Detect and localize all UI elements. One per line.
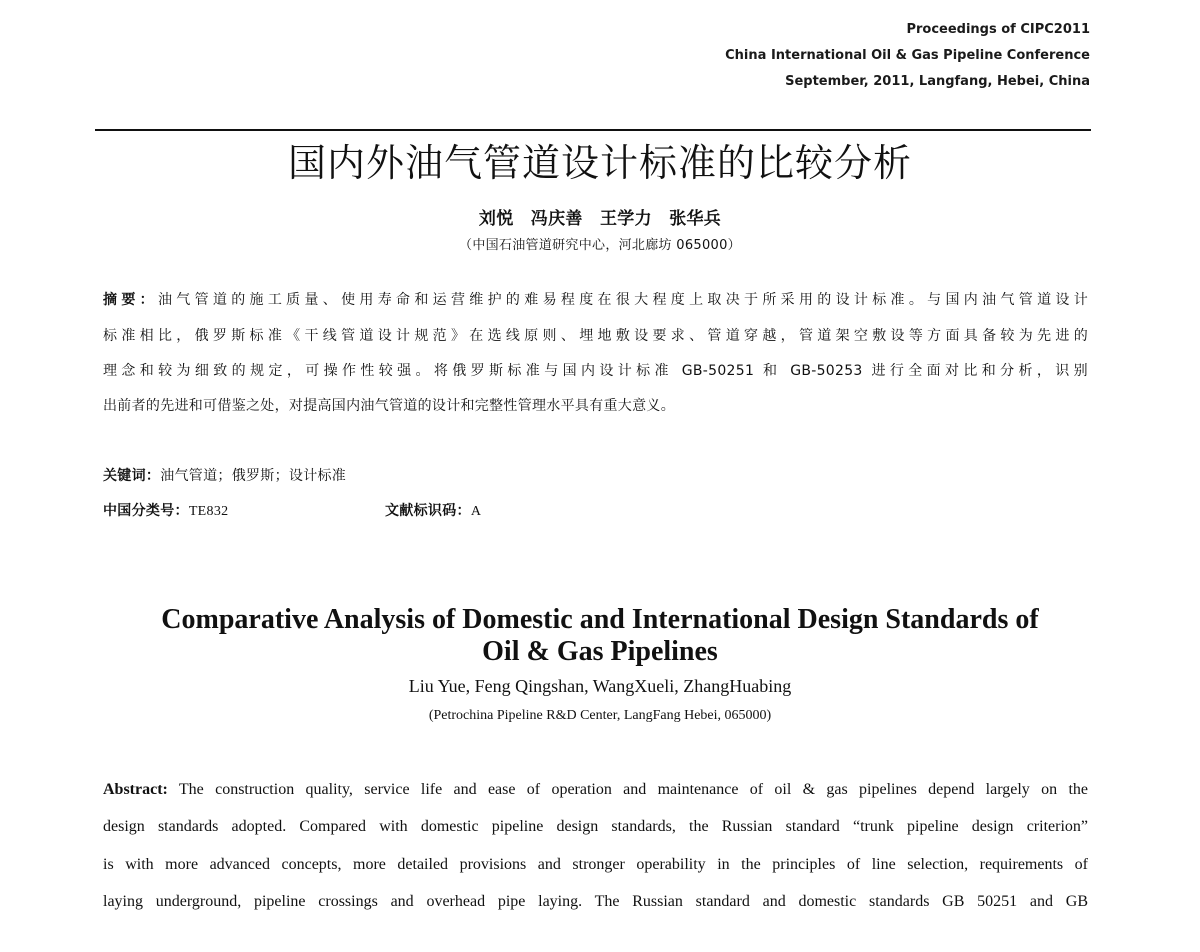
en-authors: Liu Yue, Feng Qingshan, WangXueli, ZhangHuabing xyxy=(408,676,792,696)
en-affiliation: (Petrochina Pipeline R&D Center, LangFang Hebei, 065000) xyxy=(428,708,772,723)
conference-name: China International Oil & Gas Pipeline Conference xyxy=(725,48,1090,63)
cn-abstract-line: 出前者的先进和可借鉴之处，对提高国内油气管道的设计和完整性管理水平具有重大意义。 xyxy=(103,398,675,414)
en-abstract-label: Abstract: xyxy=(103,781,168,798)
header-rule xyxy=(95,129,1091,131)
cn-title: 国内外油气管道设计标准的比较分析 xyxy=(287,141,912,185)
cn-keywords: 关键词：油气管道；俄罗斯；设计标准 xyxy=(103,468,347,484)
en-abstract-line: Abstract: The construction quality, service life and ease of operation and maintenance of oil & gas pipelines depend largely on the xyxy=(103,781,1088,798)
cn-abstract-line: 标准相比，俄罗斯标准《干线管道设计规范》在选线原则、埋地敷设要求、管道穿越，管道架空敷设等方面具备较为先进的 xyxy=(103,328,1088,344)
en-abstract-line: laying underground, pipeline crossings and overhead pipe laying. The Russian standard and domestic standards GB 50251 and GB xyxy=(103,893,1088,910)
cn-classification: 中国分类号：TE832 xyxy=(103,503,229,519)
cn-abstract-line: 摘要：油气管道的施工质量、使用寿命和运营维护的难易程度在很大程度上取决于所采用的设计标准。与国内油气管道设计 xyxy=(103,292,1089,308)
en-abstract-line: is with more advanced concepts, more detailed provisions and stronger operability in the principles of line selection, requirements of xyxy=(103,856,1088,873)
en-title-line2: Oil & Gas Pipelines xyxy=(482,636,718,667)
en-title-line1: Comparative Analysis of Domestic and International Design Standards of xyxy=(161,604,1039,635)
proceedings-title: Proceedings of CIPC2011 xyxy=(906,22,1090,37)
cn-authors: 刘悦 冯庆善 王学力 张华兵 xyxy=(478,209,722,229)
cn-abstract-label: 摘要： xyxy=(103,292,158,308)
cn-affiliation: （中国石油管道研究中心，河北廊坊 065000） xyxy=(459,238,741,253)
cn-abstract-line: 理念和较为细致的规定，可操作性较强。将俄罗斯标准与国内设计标准 GB-50251 和 GB-50253 进行全面对比和分析，识别 xyxy=(103,363,1088,379)
cn-doc-code: 文献标识码：A xyxy=(385,503,482,519)
en-abstract-line: design standards adopted. Compared with domestic pipeline design standards, the Russian standard “trunk pipeline design criterion” xyxy=(103,818,1088,835)
conference-date-location: September, 2011, Langfang, Hebei, China xyxy=(785,74,1090,89)
